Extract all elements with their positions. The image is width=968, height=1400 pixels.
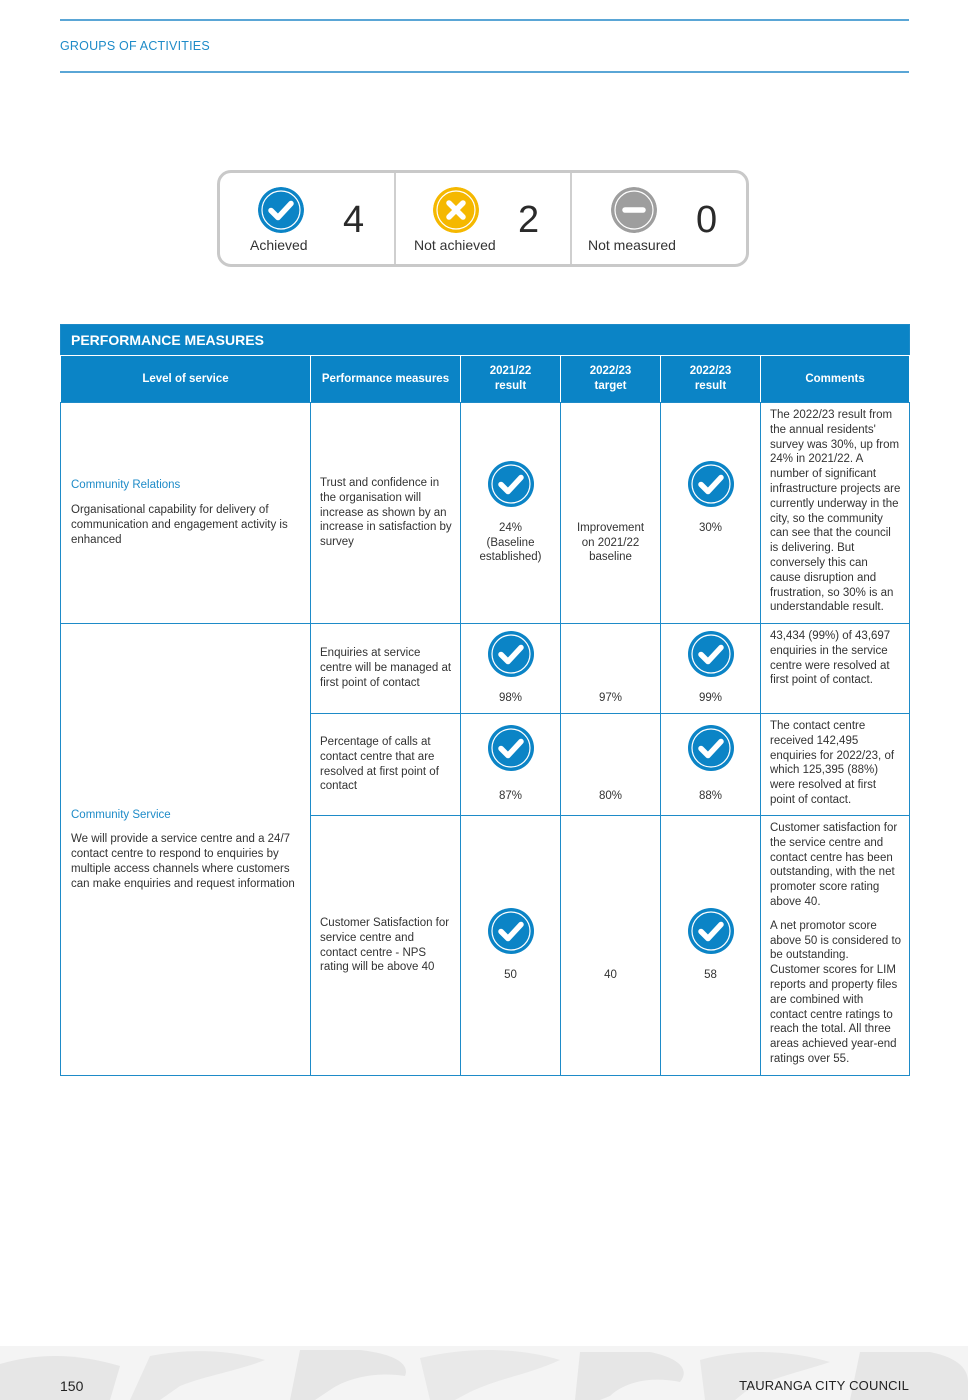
target-cell: 40 [561, 816, 661, 1076]
cross-circle-icon [433, 187, 479, 233]
prev-result-cell: 98% [461, 624, 561, 714]
section-title: GROUPS OF ACTIVITIES [60, 39, 210, 53]
measure-cell: Trust and confidence in the organisation will increase as shown by an increase in satisfaction by survey [311, 403, 461, 624]
target-cell: Improvement on 2021/22 baseline [561, 403, 661, 624]
results-summary [217, 170, 749, 267]
result-cell: 88% [661, 714, 761, 816]
comments-cell: The 2022/23 result from the annual residents' survey was 30%, up from 24% in 2021/22. A number of significant infrastructure projects are currently underway in the city, so the community can see that the council is delivering. But conversely this can cause disruption and frustration, so 30% is an understandable result. [761, 403, 910, 624]
header-result: 2022/23 result [661, 356, 761, 403]
result-cell: 58 [661, 816, 761, 1076]
header-comments: Comments [761, 356, 910, 403]
performance-measures-table [60, 324, 910, 1076]
table-title: PERFORMANCE MEASURES [61, 325, 910, 356]
summary-not-achieved [396, 173, 572, 264]
summary-achieved [220, 173, 396, 264]
summary-not-measured [572, 173, 746, 264]
result-cell: 30% [661, 403, 761, 624]
achieved-count: 4 [343, 199, 365, 241]
comments-cell: Customer satisfaction for the service centre and contact centre has been outstanding, with the net promoter score rating above 40. A net promotor score above 50 is considered to be outstanding. Customer scores for LIM reports and property files are combined with contact centre ratings to reach the total. All three areas achieved year-end ratings over 55. [761, 816, 910, 1076]
table-row [61, 624, 910, 714]
level-of-service-description: We will provide a service centre and a 24/7 contact centre to respond to enquiries by multiple access channels where customers can make enquiries and request information [71, 833, 295, 890]
measure-cell: Percentage of calls at contact centre that are resolved at first point of contact [311, 714, 461, 816]
level-of-service-title: Community Relations [71, 479, 181, 492]
header-top-rule [60, 19, 909, 21]
check-circle-icon [258, 187, 304, 233]
level-of-service-cell [61, 624, 311, 1076]
achieved-check-icon [488, 908, 534, 954]
prev-result-cell: 24% (Baseline established) [461, 403, 561, 624]
comments-cell: The contact centre received 142,495 enquiries for 2022/23, of which 125,395 (88%) were resolved at first point of contact. [761, 714, 910, 816]
header-target: 2022/23 target [561, 356, 661, 403]
organisation-name: TAURANGA CITY COUNCIL [739, 1378, 909, 1393]
measure-cell: Enquiries at service centre will be managed at first point of contact [311, 624, 461, 714]
comments-cell: 43,434 (99%) of 43,697 enquiries in the service centre were resolved at first point of contact. [761, 624, 910, 714]
page-number: 150 [60, 1378, 84, 1394]
achieved-label: Achieved [250, 237, 308, 253]
result-cell: 99% [661, 624, 761, 714]
table-row [61, 403, 910, 624]
not-achieved-label: Not achieved [414, 237, 496, 253]
achieved-check-icon [488, 631, 534, 677]
header-level-of-service: Level of service [61, 356, 311, 403]
not-measured-label: Not measured [588, 237, 676, 253]
level-of-service-cell [61, 403, 311, 624]
achieved-check-icon [688, 908, 734, 954]
minus-circle-icon [611, 187, 657, 233]
header-performance-measures: Performance measures [311, 356, 461, 403]
achieved-check-icon [488, 461, 534, 507]
measure-cell: Customer Satisfaction for service centre and contact centre - NPS rating will be above 40 [311, 816, 461, 1076]
achieved-check-icon [488, 725, 534, 771]
target-cell: 80% [561, 714, 661, 816]
prev-result-cell: 50 [461, 816, 561, 1076]
not-achieved-count: 2 [518, 199, 540, 241]
target-cell: 97% [561, 624, 661, 714]
not-measured-count: 0 [696, 199, 718, 241]
header-prev-result: 2021/22 result [461, 356, 561, 403]
achieved-check-icon [688, 725, 734, 771]
prev-result-cell: 87% [461, 714, 561, 816]
header-bottom-rule [60, 71, 909, 73]
level-of-service-description: Organisational capability for delivery of communication and engagement activity is enhanced [71, 504, 288, 546]
achieved-check-icon [688, 631, 734, 677]
level-of-service-title: Community Service [71, 808, 171, 821]
achieved-check-icon [688, 461, 734, 507]
